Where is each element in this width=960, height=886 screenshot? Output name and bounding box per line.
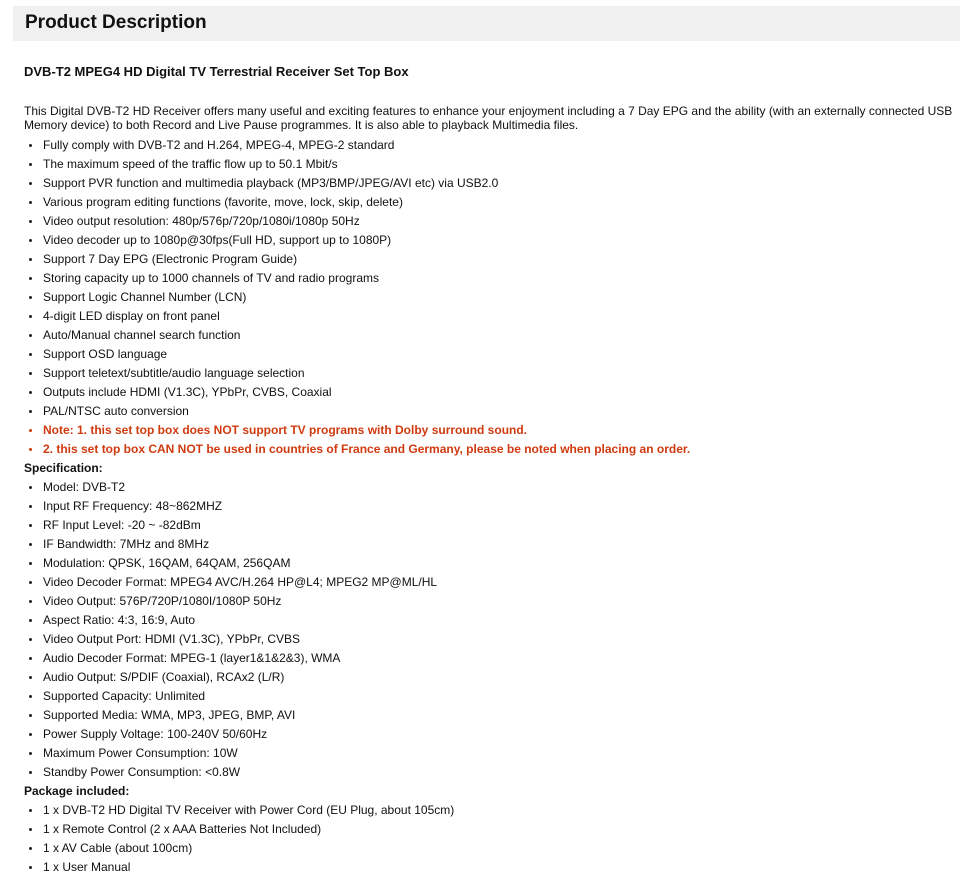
- list-item: Video Output Port: HDMI (V1.3C), YPbPr, CVBS: [24, 630, 954, 649]
- list-item: Support OSD language: [24, 345, 954, 364]
- list-item: 4-digit LED display on front panel: [24, 307, 954, 326]
- list-item: Support PVR function and multimedia playback (MP3/BMP/JPEG/AVI etc) via USB2.0: [24, 174, 954, 193]
- bullet-icon: [29, 277, 32, 280]
- list-item: 1 x User Manual: [24, 858, 954, 877]
- note-item: Note: 1. this set top box does NOT support TV programs with Dolby surround sound.: [24, 421, 954, 440]
- bullet-icon: [29, 410, 32, 413]
- feature-list: [24, 136, 954, 459]
- list-item: 1 x AV Cable (about 100cm): [24, 839, 954, 858]
- list-item: RF Input Level: -20 ~ -82dBm: [24, 516, 954, 535]
- section-header: [13, 6, 960, 41]
- bullet-icon: [29, 334, 32, 337]
- list-item: Audio Output: S/PDIF (Coaxial), RCAx2 (L/R): [24, 668, 954, 687]
- bullet-icon: [29, 201, 32, 204]
- note-item: 2. this set top box CAN NOT be used in countries of France and Germany, please be noted when placing an order.: [24, 440, 954, 459]
- list-item: Support 7 Day EPG (Electronic Program Guide): [24, 250, 954, 269]
- bullet-icon: [29, 448, 32, 451]
- list-item: Input RF Frequency: 48~862MHZ: [24, 497, 954, 516]
- bullet-icon: [29, 220, 32, 223]
- product-intro: This Digital DVB-T2 HD Receiver offers many useful and exciting features to enhance your enjoyment including a 7 Day EPG and the ability (with an externally connected USB Memory device) to both Record and Live Pause programmes. It is also able to playback Multimedia files.: [24, 104, 953, 132]
- list-item: Standby Power Consumption: <0.8W: [24, 763, 954, 782]
- list-item: Maximum Power Consumption: 10W: [24, 744, 954, 763]
- bullet-icon: [29, 429, 32, 432]
- bullet-icon: [29, 505, 32, 508]
- list-item: Modulation: QPSK, 16QAM, 64QAM, 256QAM: [24, 554, 954, 573]
- list-item: Various program editing functions (favorite, move, lock, skip, delete): [24, 193, 954, 212]
- bullet-icon: [29, 771, 32, 774]
- list-item: Aspect Ratio: 4:3, 16:9, Auto: [24, 611, 954, 630]
- bullet-icon: [29, 163, 32, 166]
- list-item: Storing capacity up to 1000 channels of TV and radio programs: [24, 269, 954, 288]
- bullet-icon: [29, 258, 32, 261]
- bullet-icon: [29, 296, 32, 299]
- list-item: Support teletext/subtitle/audio language selection: [24, 364, 954, 383]
- list-item: Auto/Manual channel search function: [24, 326, 954, 345]
- bullet-icon: [29, 600, 32, 603]
- bullet-icon: [29, 353, 32, 356]
- list-item: Video decoder up to 1080p@30fps(Full HD, support up to 1080P): [24, 231, 954, 250]
- list-item: Power Supply Voltage: 100-240V 50/60Hz: [24, 725, 954, 744]
- list-item: Model: DVB-T2: [24, 478, 954, 497]
- bullet-icon: [29, 144, 32, 147]
- list-item: Supported Capacity: Unlimited: [24, 687, 954, 706]
- list-item: Video output resolution: 480p/576p/720p/1080i/1080p 50Hz: [24, 212, 954, 231]
- package-list: [24, 801, 954, 877]
- bullet-icon: [29, 714, 32, 717]
- bullet-icon: [29, 828, 32, 831]
- bullet-icon: [29, 866, 32, 869]
- list-item: PAL/NTSC auto conversion: [24, 402, 954, 421]
- list-item: 1 x DVB-T2 HD Digital TV Receiver with Power Cord (EU Plug, about 105cm): [24, 801, 954, 820]
- bullet-icon: [29, 581, 32, 584]
- list-item: The maximum speed of the traffic flow up to 50.1 Mbit/s: [24, 155, 954, 174]
- bullet-icon: [29, 733, 32, 736]
- list-item: 1 x Remote Control (2 x AAA Batteries Not Included): [24, 820, 954, 839]
- bullet-icon: [29, 809, 32, 812]
- bullet-icon: [29, 657, 32, 660]
- list-item: Support Logic Channel Number (LCN): [24, 288, 954, 307]
- section-title: Product Description: [25, 12, 207, 33]
- bullet-icon: [29, 562, 32, 565]
- bullet-icon: [29, 182, 32, 185]
- bullet-icon: [29, 372, 32, 375]
- bullet-icon: [29, 315, 32, 318]
- package-heading: Package included:: [24, 784, 130, 798]
- list-item: Fully comply with DVB-T2 and H.264, MPEG-4, MPEG-2 standard: [24, 136, 954, 155]
- list-item: Outputs include HDMI (V1.3C), YPbPr, CVBS, Coaxial: [24, 383, 954, 402]
- list-item: Video Decoder Format: MPEG4 AVC/H.264 HP@L4; MPEG2 MP@ML/HL: [24, 573, 954, 592]
- bullet-icon: [29, 752, 32, 755]
- bullet-icon: [29, 543, 32, 546]
- specification-list: [24, 478, 954, 782]
- bullet-icon: [29, 847, 32, 850]
- bullet-icon: [29, 695, 32, 698]
- bullet-icon: [29, 638, 32, 641]
- specification-heading: Specification:: [24, 461, 103, 475]
- bullet-icon: [29, 391, 32, 394]
- bullet-icon: [29, 619, 32, 622]
- list-item: Supported Media: WMA, MP3, JPEG, BMP, AVI: [24, 706, 954, 725]
- list-item: IF Bandwidth: 7MHz and 8MHz: [24, 535, 954, 554]
- product-description-body: [24, 64, 954, 877]
- bullet-icon: [29, 524, 32, 527]
- bullet-icon: [29, 486, 32, 489]
- list-item: Audio Decoder Format: MPEG-1 (layer1&1&2&3), WMA: [24, 649, 954, 668]
- bullet-icon: [29, 676, 32, 679]
- product-title: DVB-T2 MPEG4 HD Digital TV Terrestrial Receiver Set Top Box: [24, 64, 409, 79]
- bullet-icon: [29, 239, 32, 242]
- list-item: Video Output: 576P/720P/1080I/1080P 50Hz: [24, 592, 954, 611]
